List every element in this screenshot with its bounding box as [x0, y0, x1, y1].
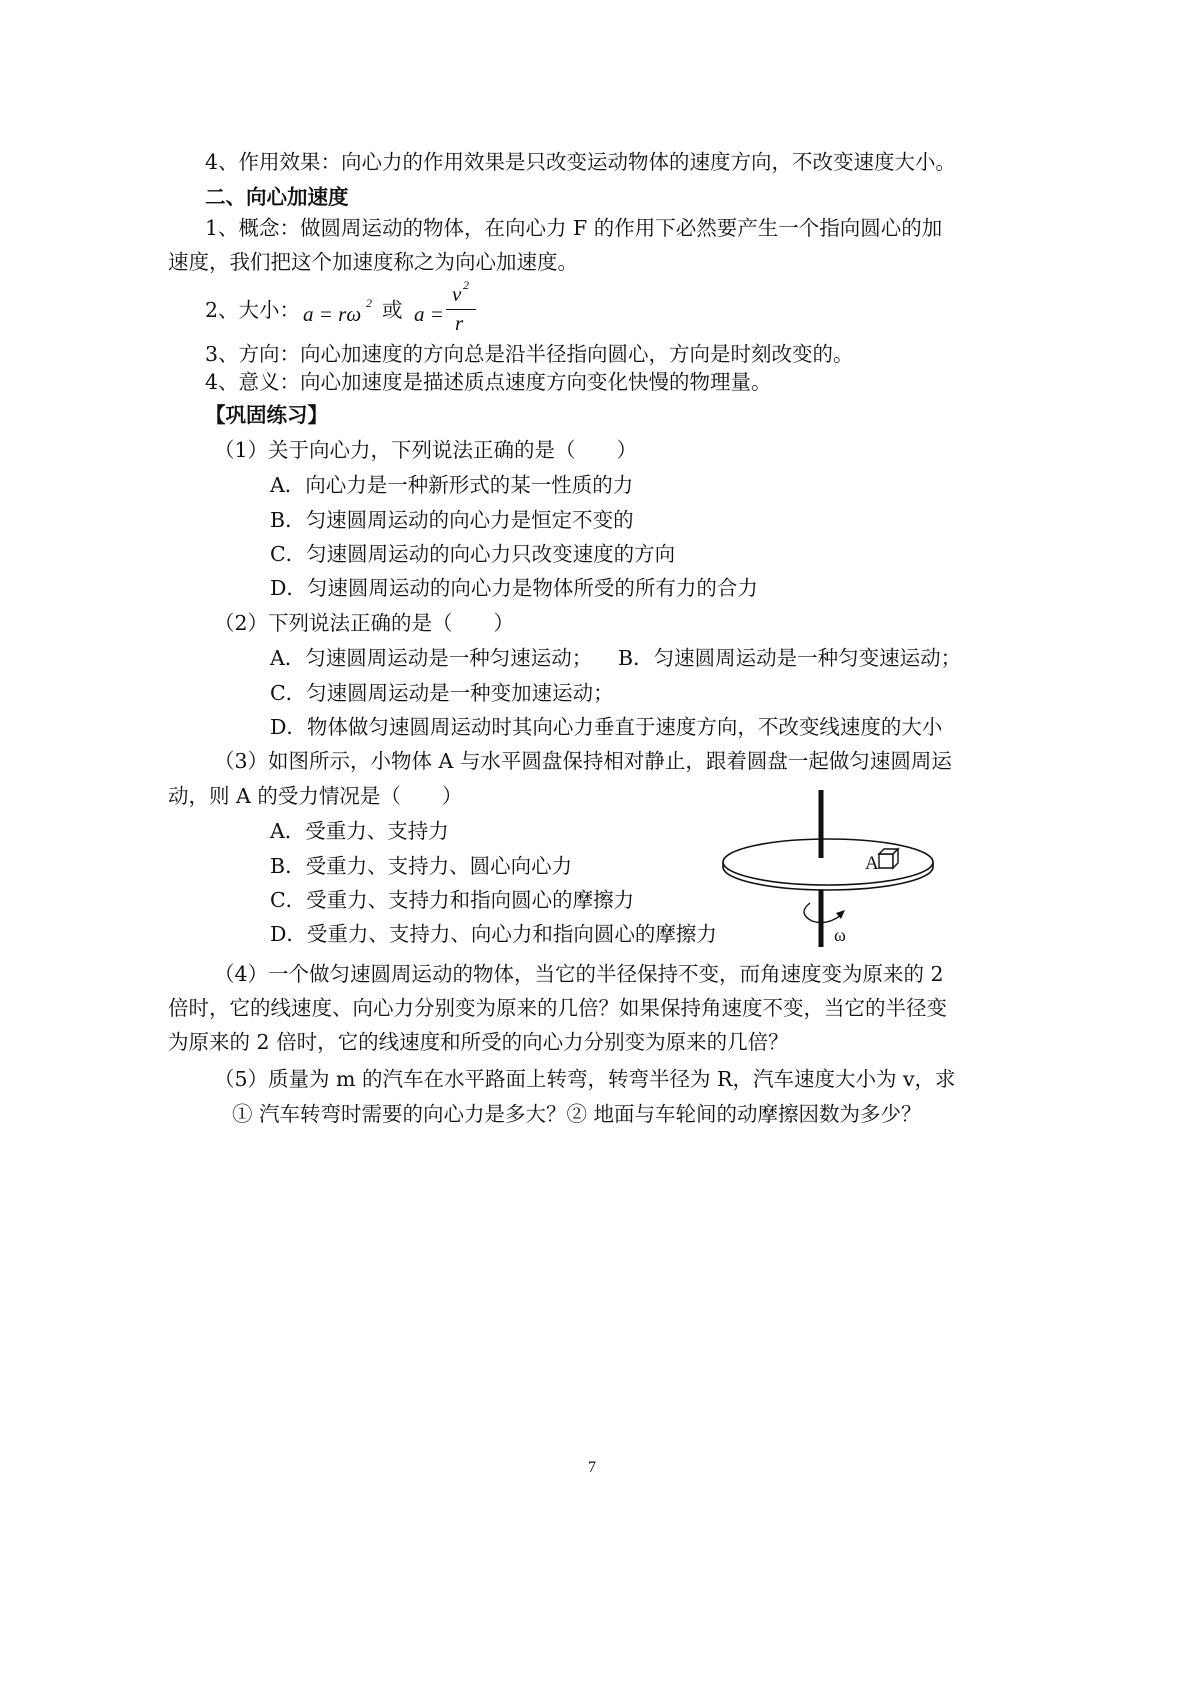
- q5-line-2: ① 汽车转弯时需要的向心力是多大？② 地面与车轮间的动摩擦因数为多少？: [232, 1102, 922, 1126]
- disc: [723, 839, 933, 885]
- q1-option-b: B．匀速圆周运动的向心力是恒定不变的: [270, 508, 634, 532]
- fraction-numerator: v: [452, 282, 462, 306]
- q1-option-a: A．向心力是一种新形式的某一性质的力: [270, 473, 634, 497]
- concept-line-1: 1、概念：做圆周运动的物体，在向心力 F 的作用下必然要产生一个指向圆心的加: [205, 216, 943, 240]
- formula-exponent: 2: [366, 296, 372, 310]
- q2-option-b: B．匀速圆周运动是一种匀变速运动；: [618, 646, 962, 670]
- q2-option-c: C．匀速圆周运动是一种变加速运动；: [270, 681, 614, 705]
- q3-option-d: D．受重力、支持力、向心力和指向圆心的摩擦力: [270, 922, 717, 946]
- q1-option-d: D．匀速圆周运动的向心力是物体所受的所有力的合力: [270, 576, 758, 600]
- direction-point: 3、方向：向心加速度的方向总是沿半径指向圆心，方向是时刻改变的。: [205, 342, 854, 366]
- rotating-disc-figure: [715, 785, 945, 955]
- q3-option-b: B．受重力、支持力、圆心向心力: [270, 854, 573, 878]
- formula-a-equals: a =: [414, 302, 444, 326]
- or-word: 或: [382, 298, 403, 322]
- fraction-denominator: r: [455, 311, 464, 335]
- q3-stem-line-2: 动，则 A 的受力情况是（ ）: [168, 784, 463, 808]
- q3-stem-line-1: （3）如图所示，小物体 A 与水平圆盘保持相对静止，跟着圆盘一起做匀速圆周运: [214, 749, 952, 773]
- q2-option-a: A．匀速圆周运动是一种匀速运动；: [270, 646, 593, 670]
- section-heading-centripetal-acceleration: 二、向心加速度: [205, 185, 349, 209]
- q4-line-3: 为原来的 2 倍时，它的线速度和所受的向心力分别变为原来的几倍？: [168, 1030, 789, 1054]
- meaning-point: 4、意义：向心加速度是描述质点速度方向变化快慢的物理量。: [205, 370, 772, 394]
- q4-line-2: 倍时，它的线速度、向心力分别变为原来的几倍？如果保持角速度不变，当它的半径变: [168, 996, 947, 1020]
- concept-line-2: 速度，我们把这个加速度称之为向心加速度。: [168, 250, 578, 274]
- q3-option-c: C．受重力、支持力和指向圆心的摩擦力: [270, 888, 635, 912]
- q2-stem: （2）下列说法正确的是（ ）: [214, 611, 515, 635]
- magnitude-label: 2、大小：: [205, 298, 301, 322]
- q1-option-c: C．匀速圆周运动的向心力只改变速度的方向: [270, 542, 676, 566]
- block-label: A: [865, 853, 879, 874]
- q5-line-1: （5）质量为 m 的汽车在水平路面上转弯，转弯半径为 R，汽车速度大小为 v，求: [214, 1067, 956, 1091]
- page-number: 7: [588, 1459, 596, 1476]
- fraction-numerator-exponent: 2: [463, 278, 469, 292]
- practice-heading: 【巩固练习】: [205, 403, 328, 427]
- q4-line-1: （4）一个做匀速圆周运动的物体，当它的半径保持不变，而角速度变为原来的 2: [214, 962, 944, 986]
- q2-option-d: D．物体做匀速圆周运动时其向心力垂直于速度方向，不改变线速度的大小: [270, 715, 943, 739]
- formula-a-equals-r-omega-squared: a = rω: [303, 302, 362, 326]
- q1-stem: （1）关于向心力，下列说法正确的是（ ）: [214, 438, 638, 462]
- block-a: [879, 849, 898, 868]
- effect-point: 4、作用效果：向心力的作用效果是只改变运动物体的速度方向，不改变速度大小。: [205, 150, 957, 174]
- omega-label: ω: [834, 925, 846, 945]
- q3-option-a: A．受重力、支持力: [270, 819, 449, 843]
